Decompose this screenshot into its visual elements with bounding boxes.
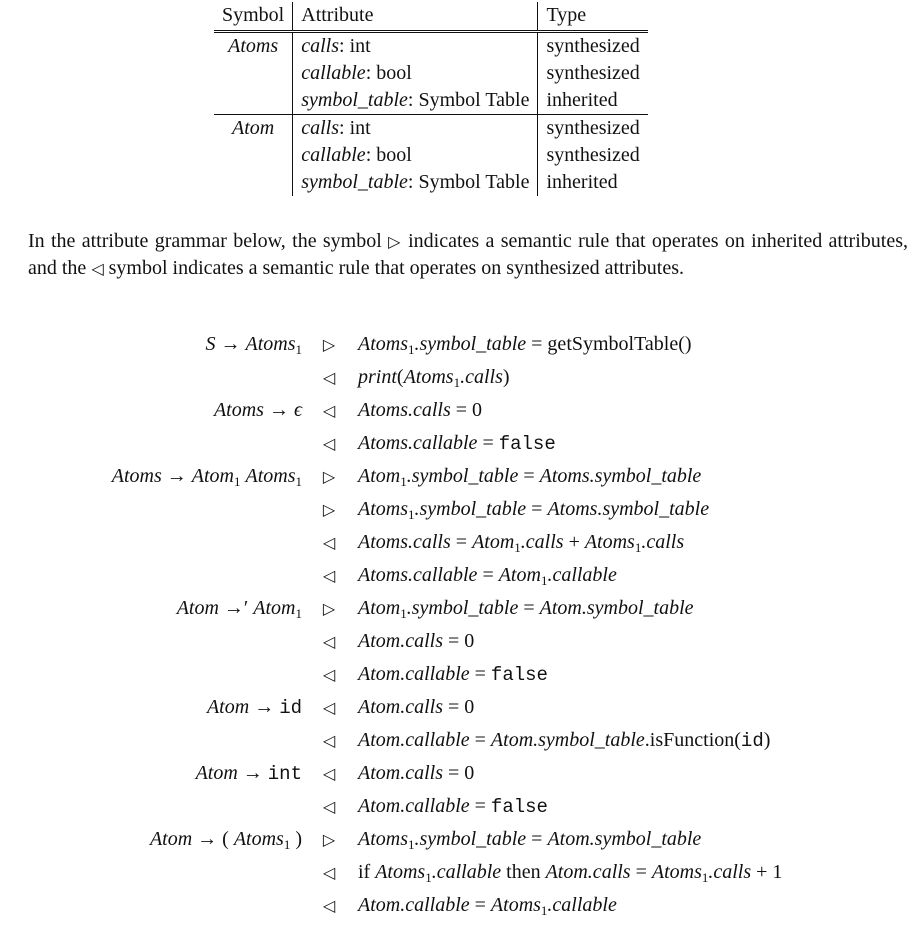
semantic-rule-token: Atoms [358, 498, 408, 520]
production-lhs-token: S [205, 333, 216, 355]
semantic-rule-token: + [563, 531, 585, 553]
attribute-type: int [349, 35, 371, 57]
semantic-rule-token: .calls [520, 531, 564, 553]
semantic-rule-token: Atom.calls [358, 762, 443, 784]
kind-cell: synthesized [538, 115, 648, 143]
grammar-row [0, 658, 922, 691]
semantic-rule-token: 1 [400, 474, 407, 489]
attribute-cell [293, 32, 538, 61]
symbol-cell [214, 169, 293, 196]
synthesized-rule-symbol: ◁ [322, 731, 336, 750]
attribute-grammar [0, 328, 922, 922]
paragraph-text: symbol indicates a semantic rule that operates on synthesized attributes. [103, 257, 685, 279]
production-lhs-token: 1 [295, 342, 302, 357]
semantic-rule-token: Atoms.symbol_table [539, 465, 702, 487]
synthesized-rule-symbol: ◁ [322, 401, 336, 420]
synthesized-rule-symbol: ◁ [91, 259, 104, 278]
semantic-rule-token: = [518, 465, 540, 487]
production-lhs-token: Atoms [213, 399, 264, 421]
semantic-rule-token: then [501, 861, 546, 883]
semantic-rule [358, 724, 770, 758]
inherited-rule-symbol: ▷ [322, 500, 336, 519]
attribute-name: callable [301, 62, 366, 84]
production-lhs-token: Atoms [111, 465, 162, 487]
synthesized-rule-symbol: ◁ [322, 863, 336, 882]
attribute-cell [293, 87, 538, 115]
production-lhs-token: → [263, 399, 294, 421]
semantic-rule-token: if [358, 861, 376, 883]
semantic-rule-token: 1 [540, 903, 548, 918]
table-row [214, 87, 648, 115]
symbol-cell [214, 60, 293, 87]
header-type: Type [538, 2, 648, 32]
synthesized-rule-symbol: ◁ [322, 533, 336, 552]
semantic-rule-token: = [477, 432, 499, 454]
semantic-rule-token: Atom.symbol_table [539, 597, 694, 619]
attribute-cell [293, 169, 538, 196]
semantic-rule-token: .symbol_table [406, 465, 519, 487]
grammar-row [0, 691, 922, 724]
grammar-row [0, 427, 922, 460]
grammar-row [0, 790, 922, 823]
semantic-rule-token: false [490, 796, 548, 818]
semantic-rule-token: = [469, 663, 491, 685]
semantic-rule-token: Atom.calls [545, 861, 631, 883]
production-lhs-token: 1 [295, 606, 302, 621]
kind-cell: synthesized [538, 142, 648, 169]
semantic-rule-token: = 0 [443, 630, 475, 652]
grammar-row [0, 526, 922, 559]
inherited-rule-symbol: ▷ [322, 335, 336, 354]
production-lhs [214, 394, 302, 427]
production-lhs-token: 1 [234, 474, 241, 489]
synthesized-rule-symbol: ◁ [322, 368, 336, 387]
production-lhs-token: → [215, 333, 246, 355]
semantic-rule-token: Atom.callable [358, 894, 470, 916]
production-lhs-token: Atoms [233, 828, 284, 850]
production-lhs-token: → ( [192, 828, 234, 850]
semantic-rule-token: Atoms.callable [358, 432, 478, 454]
attribute-separator: : [365, 62, 377, 84]
semantic-rule [358, 658, 548, 692]
semantic-rule [358, 493, 709, 526]
table-row [214, 115, 648, 143]
attribute-type: bool [376, 144, 412, 166]
semantic-rule-token: .calls [460, 366, 503, 388]
semantic-rule-token: = [518, 597, 540, 619]
semantic-rule-token: ) [763, 729, 771, 751]
production-lhs-token: Atom [176, 597, 219, 619]
semantic-rule-token: ( [396, 366, 404, 388]
synthesized-rule-symbol: ◁ [322, 434, 336, 453]
grammar-row [0, 559, 922, 592]
semantic-rule [358, 427, 556, 461]
semantic-rule-token: Atom.symbol_table [490, 729, 645, 751]
semantic-rule [358, 526, 684, 559]
attribute-table [214, 2, 648, 196]
symbol-cell [214, 142, 293, 169]
attribute-cell [293, 60, 538, 87]
semantic-rule-token: Atom.callable [358, 663, 470, 685]
semantic-rule-token: = 0 [443, 696, 475, 718]
attribute-name: callable [301, 144, 366, 166]
symbol-cell: Atom [232, 117, 275, 139]
semantic-rule [358, 625, 474, 658]
semantic-rule [358, 460, 701, 493]
semantic-rule-token: false [498, 433, 556, 455]
semantic-rule-token: Atoms [358, 333, 408, 355]
synthesized-rule-symbol: ◁ [322, 698, 336, 717]
table-row [214, 169, 648, 196]
synthesized-rule-symbol: ◁ [322, 665, 336, 684]
semantic-rule [358, 823, 701, 856]
synthesized-rule-symbol: ◁ [322, 632, 336, 651]
attribute-cell [293, 115, 538, 143]
semantic-rule-token: .callable [547, 894, 617, 916]
kind-cell: inherited [538, 169, 648, 196]
semantic-rule-token: .symbol_table [414, 498, 527, 520]
semantic-rule-token: print [358, 366, 397, 388]
synthesized-rule-symbol: ◁ [322, 566, 336, 585]
semantic-rule-token: = [526, 828, 548, 850]
attribute-type: Symbol Table [418, 89, 530, 111]
semantic-rule-token: Atoms [584, 531, 635, 553]
semantic-rule-token: 1 [400, 606, 407, 621]
semantic-rule-token: .isFunction( [644, 729, 741, 751]
inherited-rule-symbol: ▷ [322, 830, 336, 849]
semantic-rule-token: Atoms [403, 366, 454, 388]
kind-cell: synthesized [538, 60, 648, 87]
semantic-rule-token: 1 [425, 870, 432, 885]
symbol-cell: Atoms [228, 35, 279, 57]
production-lhs [207, 691, 302, 725]
production-lhs [150, 823, 302, 856]
semantic-rule-token: Atom [498, 564, 541, 586]
semantic-rule-token: 1 [408, 837, 415, 852]
semantic-rule-token: Atom [358, 465, 401, 487]
semantic-rule-token: Atoms [375, 861, 426, 883]
production-lhs-token: Atom [191, 465, 234, 487]
description-paragraph [28, 228, 908, 282]
semantic-rule [358, 757, 474, 790]
grammar-row [0, 328, 922, 361]
production-lhs-token: 1 [295, 474, 302, 489]
semantic-rule-token: .calls [641, 531, 685, 553]
semantic-rule-token: 1 [408, 507, 415, 522]
semantic-rule [358, 691, 474, 724]
production-lhs-token: Atoms [245, 465, 296, 487]
semantic-rule-token: = 0 [450, 399, 483, 421]
grammar-row [0, 493, 922, 526]
inherited-rule-symbol: ▷ [322, 599, 336, 618]
semantic-rule-token: 1 [514, 540, 521, 555]
header-symbol: Symbol [222, 4, 285, 26]
semantic-rule-token: Atom [358, 597, 401, 619]
production-lhs [177, 592, 302, 625]
production-lhs [206, 328, 303, 361]
semantic-rule-token: = [526, 498, 548, 520]
synthesized-rule-symbol: ◁ [322, 797, 336, 816]
semantic-rule-token: id [740, 730, 764, 752]
production-lhs-token: Atoms [245, 333, 296, 355]
semantic-rule-token: 1 [540, 573, 548, 588]
production-lhs-token: Atom [206, 696, 250, 718]
production-lhs [196, 757, 302, 791]
semantic-rule-token: = 0 [443, 762, 475, 784]
semantic-rule-token: = [450, 531, 473, 553]
semantic-rule-token: Atom.callable [358, 795, 470, 817]
attribute-separator: : [365, 144, 377, 166]
grammar-row [0, 394, 922, 427]
production-lhs-token: ϵ [293, 399, 302, 421]
attribute-separator: : [407, 89, 419, 111]
attribute-cell [293, 142, 538, 169]
semantic-rule-token: Atoms.calls [358, 531, 451, 553]
semantic-rule-token: .callable [431, 861, 502, 883]
semantic-rule-token: 1 [634, 540, 642, 555]
grammar-row [0, 757, 922, 790]
production-lhs-token: → [237, 762, 268, 784]
attribute-name: calls [301, 35, 340, 57]
grammar-row [0, 361, 922, 394]
kind-cell: synthesized [538, 32, 648, 61]
symbol-cell [214, 87, 293, 115]
grammar-row [0, 724, 922, 757]
semantic-rule [358, 394, 482, 427]
semantic-rule [358, 328, 692, 361]
semantic-rule-token: .calls [708, 861, 752, 883]
production-lhs-token: ) [290, 828, 302, 850]
table-header-row [214, 2, 648, 32]
semantic-rule-token: = [469, 894, 491, 916]
semantic-rule-token: Atom.calls [358, 696, 443, 718]
production-lhs-token: int [267, 763, 302, 785]
inherited-rule-symbol: ▷ [322, 467, 336, 486]
semantic-rule-token: 1 [701, 870, 709, 885]
production-lhs-token: Atom [253, 597, 296, 619]
grammar-row [0, 889, 922, 922]
semantic-rule-token: = [469, 729, 491, 751]
table-row [214, 60, 648, 87]
production-lhs-token: → [161, 465, 192, 487]
paragraph-text: indicates a semantic rule that operates on inherited attributes, and the [28, 230, 908, 279]
semantic-rule-token: Atoms.callable [358, 564, 478, 586]
semantic-rule-token: Atom.symbol_table [547, 828, 702, 850]
attribute-type: bool [376, 62, 412, 84]
production-lhs-token: Atom [195, 762, 238, 784]
grammar-row [0, 856, 922, 889]
semantic-rule-token: Atoms [490, 894, 541, 916]
semantic-rule-token: Atom.calls [358, 630, 443, 652]
semantic-rule-token: Atom.callable [358, 729, 470, 751]
kind-cell: inherited [538, 87, 648, 115]
semantic-rule-token: false [490, 664, 548, 686]
semantic-rule-token: = getSymbolTable() [526, 333, 692, 355]
table-row [214, 32, 648, 61]
semantic-rule [358, 889, 617, 922]
attribute-name: symbol_table [301, 171, 408, 193]
semantic-rule [358, 592, 694, 625]
semantic-rule-token: .symbol_table [414, 333, 527, 355]
grammar-row [0, 625, 922, 658]
semantic-rule-token: Atoms.calls [358, 399, 451, 421]
table-row [214, 142, 648, 169]
attribute-name: calls [301, 117, 340, 139]
attribute-separator: : [339, 35, 350, 57]
production-lhs [112, 460, 302, 493]
attribute-name: symbol_table [301, 89, 408, 111]
attribute-type: int [349, 117, 371, 139]
semantic-rule-token: Atoms.symbol_table [547, 498, 710, 520]
semantic-rule-token: 1 [408, 342, 415, 357]
production-lhs-token: Atom [149, 828, 193, 850]
paragraph-text: In the attribute grammar below, the symbol [28, 230, 389, 252]
inherited-rule-symbol: ▷ [388, 232, 402, 251]
semantic-rule-token: = [477, 564, 499, 586]
semantic-rule-token: .callable [547, 564, 617, 586]
grammar-row [0, 823, 922, 856]
synthesized-rule-symbol: ◁ [322, 764, 336, 783]
semantic-rule-token: ) [502, 366, 510, 388]
semantic-rule-token: .symbol_table [406, 597, 519, 619]
attribute-separator: : [339, 117, 350, 139]
attribute-separator: : [407, 171, 419, 193]
semantic-rule [358, 856, 782, 889]
grammar-row [0, 592, 922, 625]
semantic-rule-token: Atom [472, 531, 515, 553]
production-lhs-token: id [279, 697, 302, 719]
semantic-rule [358, 790, 548, 824]
semantic-rule-token: + 1 [751, 861, 783, 883]
production-lhs-token: 1 [283, 837, 291, 852]
grammar-row [0, 460, 922, 493]
semantic-rule-token: Atoms [651, 861, 702, 883]
attribute-type: Symbol Table [418, 171, 530, 193]
semantic-rule-token: = [469, 795, 491, 817]
semantic-rule [358, 559, 617, 592]
semantic-rule-token: 1 [453, 375, 461, 390]
semantic-rule-token: Atoms [358, 828, 408, 850]
production-lhs-token: → [249, 696, 280, 718]
header-attribute: Attribute [293, 2, 538, 32]
semantic-rule [358, 361, 510, 394]
semantic-rule-token: .symbol_table [414, 828, 527, 850]
production-lhs-token: →′ [218, 597, 254, 619]
synthesized-rule-symbol: ◁ [322, 896, 336, 915]
semantic-rule-token: = [630, 861, 652, 883]
